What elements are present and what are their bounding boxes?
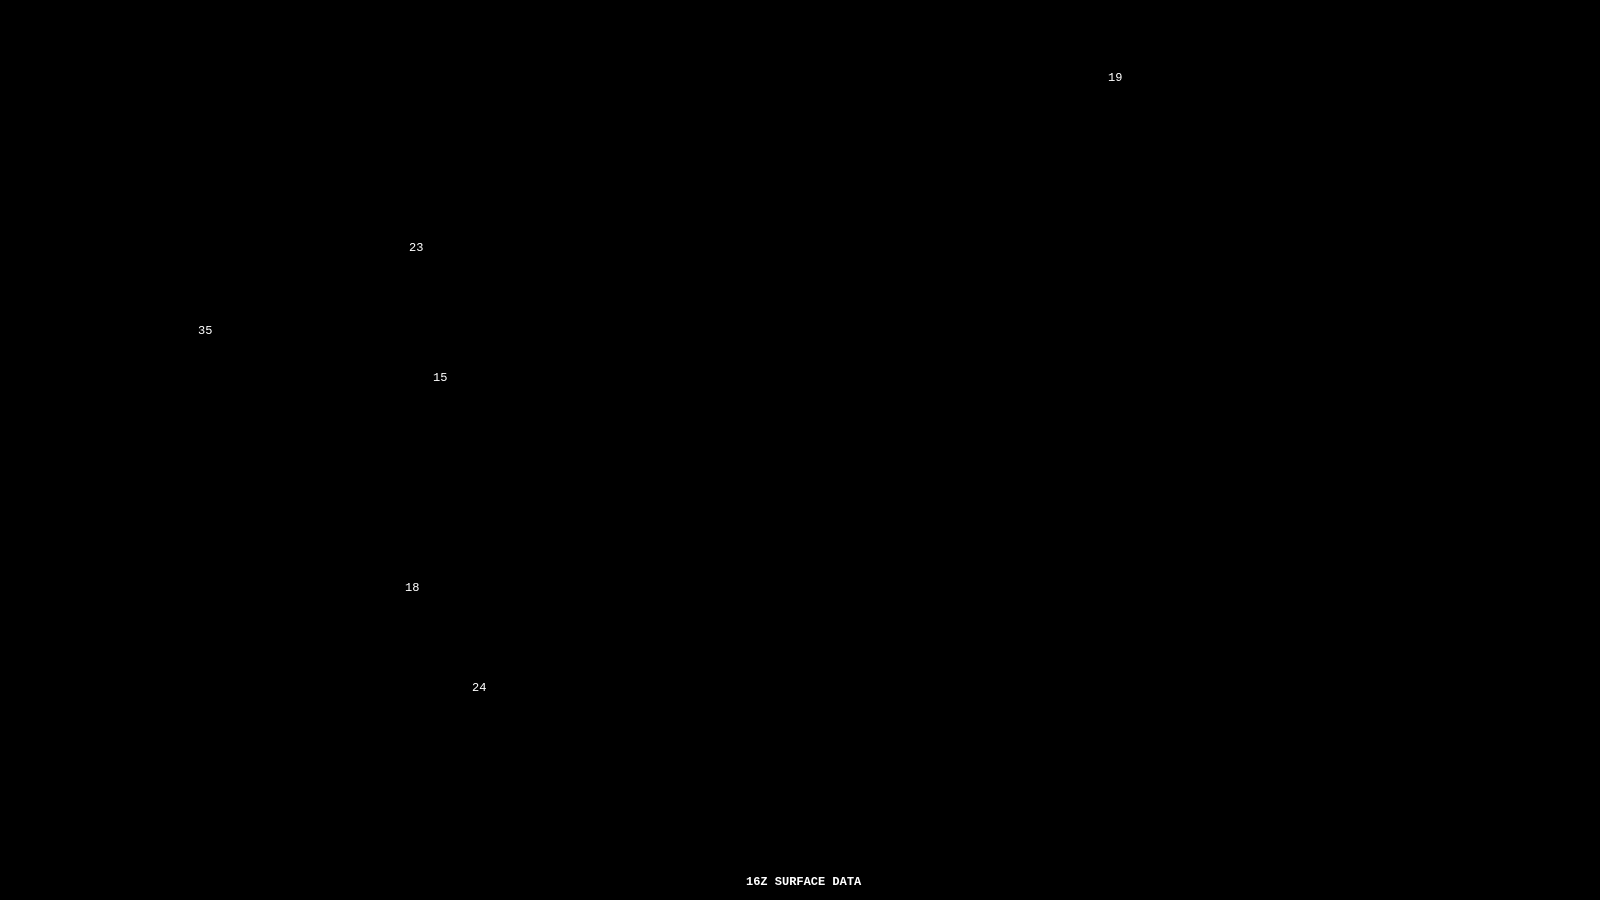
station-value: 35 (198, 324, 213, 338)
station-value: 15 (433, 371, 448, 385)
station-value: 18 (405, 581, 420, 595)
plot-title: 16Z SURFACE DATA (746, 875, 862, 889)
station-value: 24 (472, 681, 487, 695)
station-value: 23 (409, 241, 424, 255)
station-value: 19 (1108, 71, 1123, 85)
